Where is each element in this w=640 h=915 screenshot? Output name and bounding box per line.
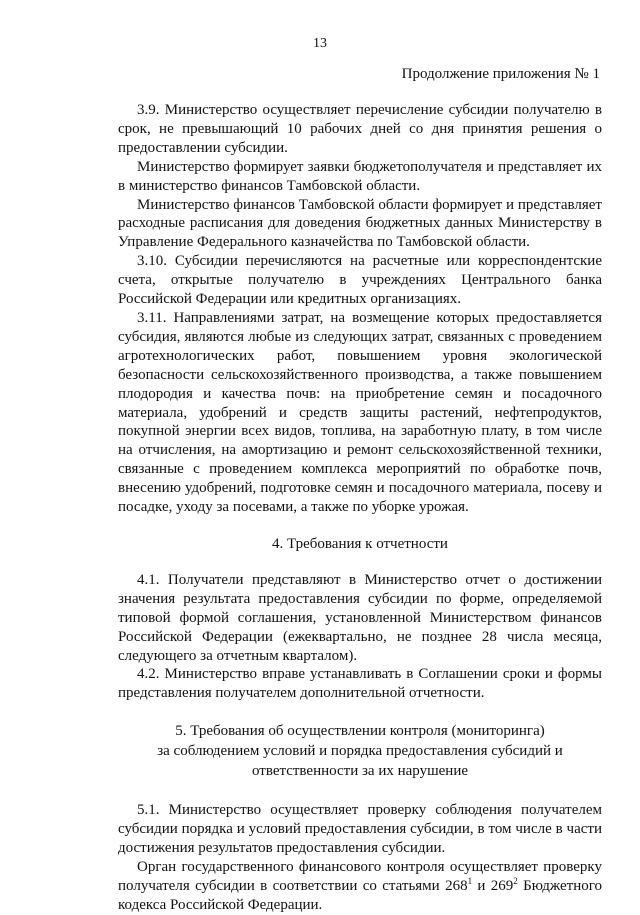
- paragraph-state-control: [118, 858, 602, 915]
- text-segment: и: [472, 877, 491, 894]
- paragraph-3-9: 3.9. Министерство осуществляет перечисление субсидии получателю в срок, не превышающий 10 рабочих дней со дня принятия решения о предоставлении субсидии.: [118, 102, 602, 156]
- paragraph-4-2: 4.2. Министерство вправе устанавливать в Соглашении сроки и формы представления получателем дополнительной отчетности.: [118, 666, 602, 702]
- paragraph-requests: Министерство формирует заявки бюджетополучателя и представляет их в министерство финансов Тамбовской области.: [118, 158, 602, 194]
- article-number: 268: [445, 877, 468, 894]
- paragraph-ministry-finance: Министерство финансов Тамбовской области формирует и представляет расходные расписания для доведения бюджетных данных Министерству в Управление Федерального казначейства по Тамбовской области.: [118, 196, 602, 251]
- section-5-title-line: ответственности за их нарушение: [251, 763, 469, 780]
- paragraph-5-1: 5.1. Министерство осуществляет проверку соблюдения получателем субсидии порядка и условий предоставления субсидии, в том числе в части достижения результатов предоставления субсидии.: [118, 802, 602, 857]
- paragraph-4-1: 4.1. Получатели представляют в Министерство отчет о достижении значения результата предоставления субсидии по форме, определяемой типовой формой соглашения, установленной Министерством финансов Российской Федерации (ежеквартально, не позднее 28 числа месяца, следующего за отчетным кварталом).: [118, 571, 602, 664]
- text-segment: Бюджетного кодекса Российской Федерации.: [118, 877, 603, 913]
- document-body: [118, 101, 602, 915]
- footnote-mark: 2: [513, 875, 518, 886]
- paragraph-3-11: 3.11. Направлениями затрат, на возмещение которых предоставляется субсидия, являются любые из следующих затрат, связанных с проведением агротехнологических работ, повышением уровня экологической безопасности сельскохозяйственного производства, а также повышением плодородия и качества почв: на приобретение семян и посадочного материала, удобрений и средств защиты растений, нефтепродуктов, покупной энергии всех видов, топлива, на заработную плату, в том числе на отчисления, на амортизацию и ремонт сельскохозяйственной техники, связанные с проведением комплекса мероприятий по обработке почв, внесению удобрений, подготовке семян и посадочного материала, посеву и посадке, уходу за посевами, а также по уборке урожая.: [118, 309, 602, 516]
- section-5-title-line: 5. Требования об осуществлении контроля (мониторинга): [175, 723, 545, 740]
- footnote-mark: 1: [467, 875, 473, 886]
- text-segment: Орган государственного финансового контроля осуществляет проверку получателя субсидии в соответствии со статьями: [118, 859, 602, 894]
- section-4-title: 4. Требования к отчетности: [272, 535, 448, 552]
- article-number: 269: [490, 877, 514, 894]
- paragraph-3-10: 3.10. Субсидии перечисляются на расчетные или корреспондентские счета, открытые получателю в учреждениях Центрального банка Российской Федерации или кредитных организациях.: [118, 253, 602, 308]
- section-5-title-line: за соблюдением условий и порядка предоставления субсидий и: [157, 743, 563, 760]
- page-number: 13: [313, 36, 327, 51]
- section-5-title: [118, 721, 602, 781]
- annex-label: Продолжение приложения № 1: [401, 66, 600, 82]
